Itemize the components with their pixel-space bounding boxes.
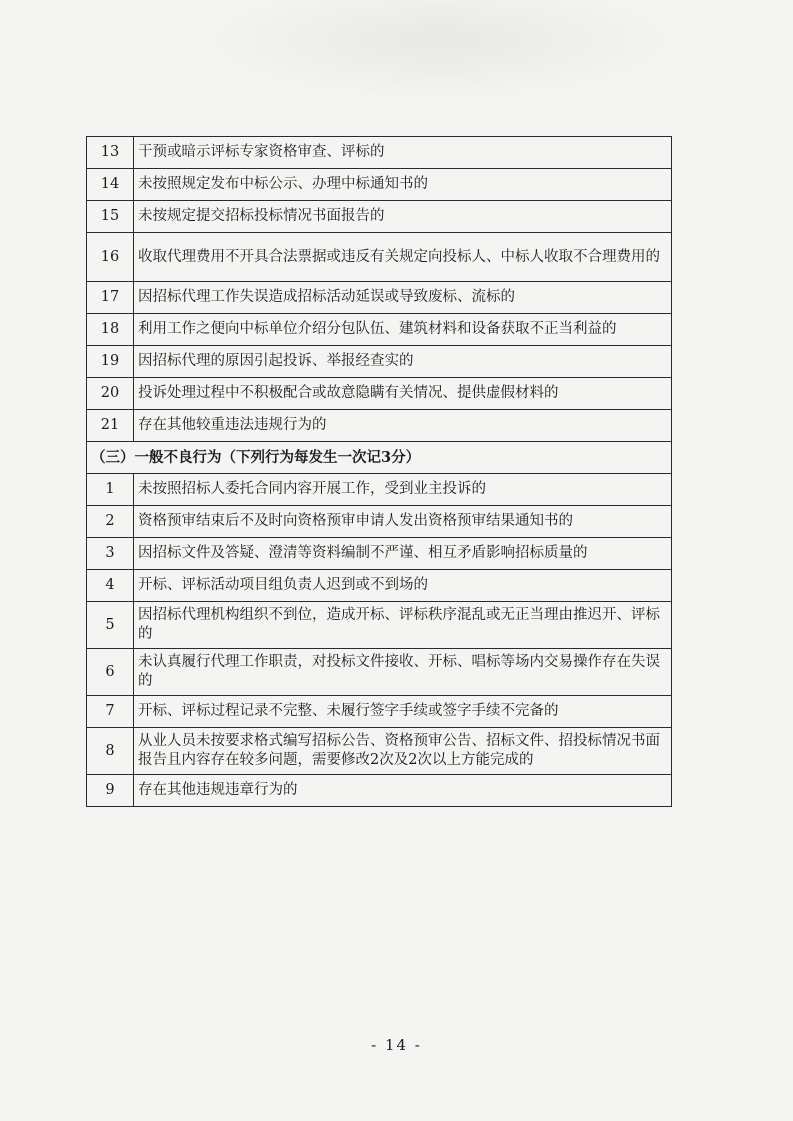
row-number: 19 [87,346,134,378]
row-number: 9 [87,775,134,807]
row-text: 干预或暗示评标专家资格审查、评标的 [134,137,672,169]
row-number: 16 [87,233,134,282]
row-text: 存在其他违规违章行为的 [134,775,672,807]
row-number: 1 [87,474,134,506]
table-row [87,314,672,346]
row-text: 收取代理费用不开具合法票据或违反有关规定向投标人、中标人收取不合理费用的 [134,233,672,282]
row-text: 因招标代理机构组织不到位，造成开标、评标秩序混乱或无正当理由推迟开、评标的 [134,602,672,649]
row-text: 利用工作之便向中标单位介绍分包队伍、建筑材料和设备获取不正当利益的 [134,314,672,346]
table-row [87,233,672,282]
row-number: 17 [87,282,134,314]
row-number: 6 [87,649,134,696]
table-row [87,169,672,201]
row-text: 因招标代理工作失误造成招标活动延误或导致废标、流标的 [134,282,672,314]
row-text: 存在其他较重违法违规行为的 [134,410,672,442]
table-row [87,602,672,649]
table-row [87,775,672,807]
row-text: 未按照规定发布中标公示、办理中标通知书的 [134,169,672,201]
row-number: 4 [87,570,134,602]
row-text: 资格预审结束后不及时向资格预审申请人发出资格预审结果通知书的 [134,506,672,538]
table-row [87,649,672,696]
row-text: 因招标代理的原因引起投诉、举报经查实的 [134,346,672,378]
table-row [87,282,672,314]
table-row [87,474,672,506]
row-text: 开标、评标活动项目组负责人迟到或不到场的 [134,570,672,602]
table-row [87,201,672,233]
row-number: 15 [87,201,134,233]
row-number: 18 [87,314,134,346]
section-title: （三）一般不良行为（下列行为每发生一次记3分） [87,442,672,474]
row-text: 未按规定提交招标投标情况书面报告的 [134,201,672,233]
table-row [87,506,672,538]
table-row [87,696,672,728]
table-row [87,410,672,442]
section-header-row [87,442,672,474]
row-text: 投诉处理过程中不积极配合或故意隐瞒有关情况、提供虚假材料的 [134,378,672,410]
row-text: 开标、评标过程记录不完整、未履行签字手续或签字手续不完备的 [134,696,672,728]
row-text: 因招标文件及答疑、澄清等资料编制不严谨、相互矛盾影响招标质量的 [134,538,672,570]
row-number: 3 [87,538,134,570]
row-number: 2 [87,506,134,538]
table-row [87,137,672,169]
row-number: 5 [87,602,134,649]
table-row [87,346,672,378]
table-row [87,570,672,602]
row-number: 8 [87,728,134,775]
row-number: 21 [87,410,134,442]
row-number: 14 [87,169,134,201]
row-text: 未认真履行代理工作职责，对投标文件接收、开标、唱标等场内交易操作存在失误的 [134,649,672,696]
row-number: 7 [87,696,134,728]
page-number: - 14 - [371,1036,422,1054]
scan-shadow [200,0,680,100]
table-row [87,378,672,410]
row-text: 未按照招标人委托合同内容开展工作，受到业主投诉的 [134,474,672,506]
violation-table [86,136,672,807]
table-row [87,728,672,775]
row-number: 20 [87,378,134,410]
row-number: 13 [87,137,134,169]
table-row [87,538,672,570]
row-text: 从业人员未按要求格式编写招标公告、资格预审公告、招标文件、招投标情况书面报告且内容存在较多问题，需要修改2次及2次以上方能完成的 [134,728,672,775]
